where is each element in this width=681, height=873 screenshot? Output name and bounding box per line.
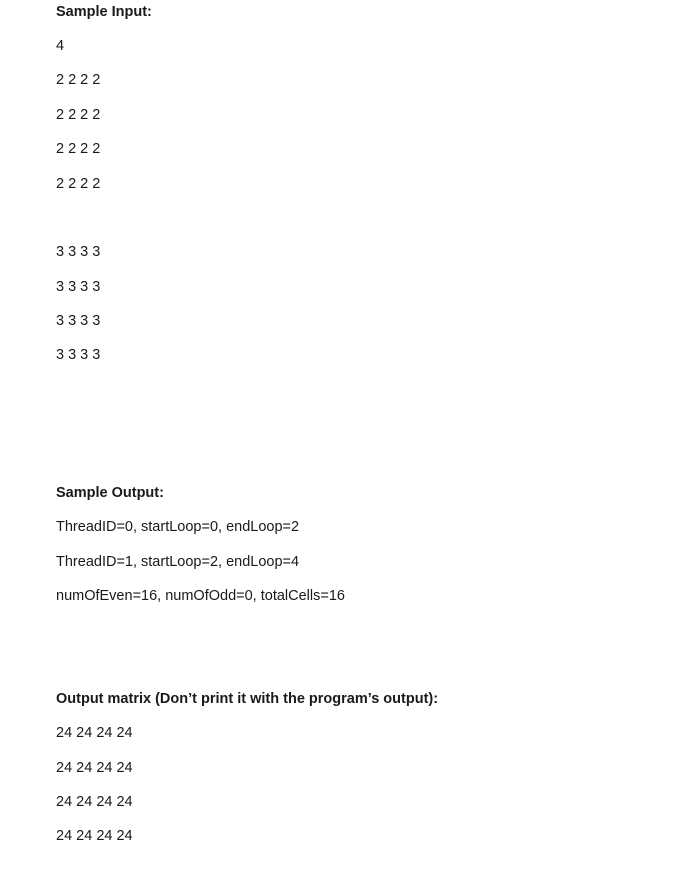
output-line: numOfEven=16, numOfOdd=0, totalCells=16 [56, 588, 345, 604]
output-matrix-heading: Output matrix (Don’t print it with the program’s output): [56, 691, 439, 707]
matrix-a-row: 2 2 2 2 [56, 107, 101, 123]
output-matrix-row: 24 24 24 24 [56, 760, 133, 776]
matrix-a-row: 2 2 2 2 [56, 72, 101, 88]
output-line: ThreadID=0, startLoop=0, endLoop=2 [56, 519, 300, 535]
sample-input-heading: Sample Input: [56, 4, 152, 20]
output-matrix-row: 24 24 24 24 [56, 725, 133, 741]
output-matrix-row: 24 24 24 24 [56, 828, 133, 844]
matrix-b-row: 3 3 3 3 [56, 279, 101, 295]
matrix-b-row: 3 3 3 3 [56, 244, 101, 260]
output-line: ThreadID=1, startLoop=2, endLoop=4 [56, 554, 300, 570]
matrix-a-row: 2 2 2 2 [56, 141, 101, 157]
sample-output-heading: Sample Output: [56, 485, 164, 501]
output-matrix-row: 24 24 24 24 [56, 794, 133, 810]
matrix-a-row: 2 2 2 2 [56, 176, 101, 192]
matrix-b-row: 3 3 3 3 [56, 313, 101, 329]
matrix-b-row: 3 3 3 3 [56, 347, 101, 363]
matrix-size-value: 4 [56, 38, 65, 54]
